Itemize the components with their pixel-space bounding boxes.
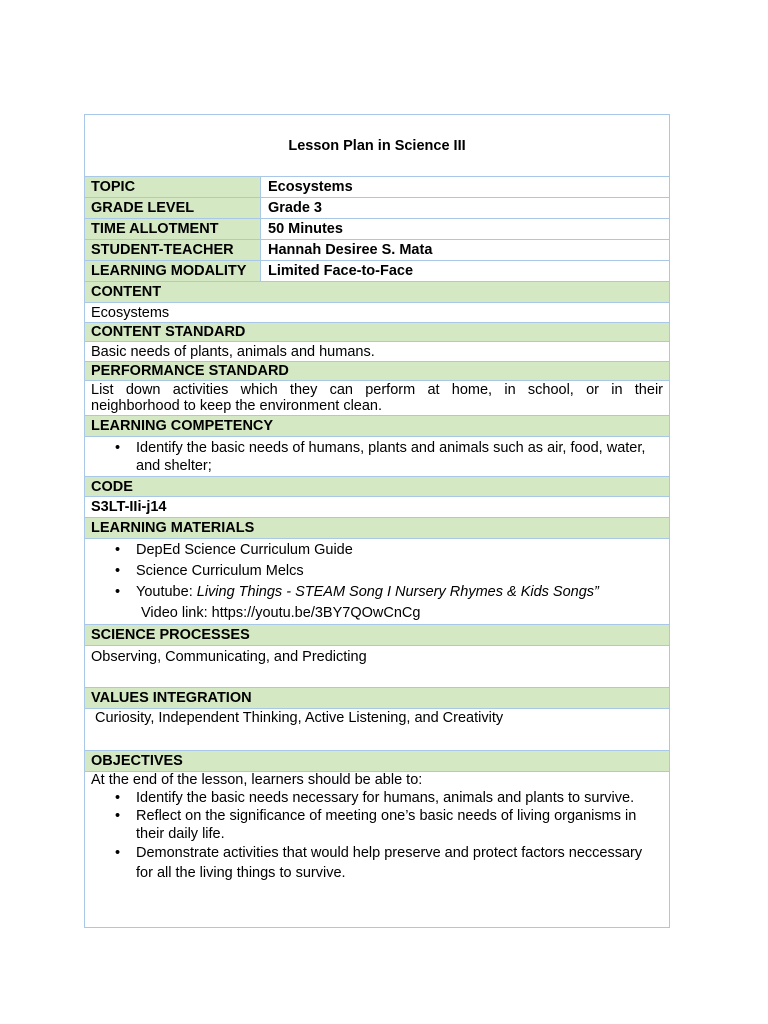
section-header-performance-standard: PERFORMANCE STANDARD: [85, 362, 669, 381]
info-row-grade-level: [85, 198, 669, 219]
info-row-student-teacher: [85, 240, 669, 261]
info-label: GRADE LEVEL: [85, 198, 261, 218]
section-header-values-integration: VALUES INTEGRATION: [85, 688, 669, 709]
info-value: Hannah Desiree S. Mata: [268, 242, 433, 258]
objectives-intro: At the end of the lesson, learners should be able to:: [91, 772, 423, 788]
science-processes-text: Observing, Communicating, and Predicting: [85, 646, 669, 688]
info-label: STUDENT-TEACHER: [85, 240, 261, 260]
list-item: • Science Curriculum Melcs: [85, 561, 669, 582]
lesson-plan-table: [84, 114, 670, 928]
youtube-label: Youtube:: [136, 584, 197, 600]
content-text: Ecosystems: [85, 303, 669, 323]
info-value: Grade 3: [268, 200, 322, 216]
learning-materials-list: [85, 539, 669, 625]
section-header-objectives: OBJECTIVES: [85, 751, 669, 772]
performance-standard-line-2: neighborhood to keep the environment clean.: [91, 398, 383, 414]
list-item: • Identify the basic needs necessary for humans, animals and plants to survive.: [85, 789, 669, 807]
list-item: • Identify the basic needs of humans, plants and animals such as air, food, water, and shelter;: [85, 439, 669, 475]
list-item: [85, 582, 669, 603]
section-header-science-processes: SCIENCE PROCESSES: [85, 625, 669, 646]
section-header-code: CODE: [85, 477, 669, 497]
values-integration-text: Curiosity, Independent Thinking, Active Listening, and Creativity: [85, 709, 669, 751]
section-header-content: CONTENT: [85, 282, 669, 303]
info-value: Limited Face-to-Face: [268, 263, 414, 279]
content-standard-text: Basic needs of plants, animals and humans.: [85, 342, 669, 362]
performance-standard-line-1-text: List down activities which they can perform at home, in school, or in their: [91, 382, 663, 398]
code-text: S3LT-IIi-j14: [85, 497, 669, 518]
info-value: 50 Minutes: [268, 221, 343, 237]
info-row-time-allotment: [85, 219, 669, 240]
list-item: • DepEd Science Curriculum Guide: [85, 540, 669, 561]
performance-standard-text: [85, 381, 669, 416]
list-item: • Demonstrate activities that would help preserve and protect factors neccessary for all the living things to survive.: [85, 843, 669, 883]
learning-competency-list: [85, 437, 669, 477]
document-title: Lesson Plan in Science III: [85, 115, 669, 177]
objectives-section: [85, 772, 669, 927]
info-label: LEARNING MODALITY: [85, 261, 261, 281]
info-row-topic: [85, 177, 669, 198]
video-link[interactable]: Video link: https://youtu.be/3BY7QOwCnCg: [141, 605, 421, 621]
info-row-learning-modality: [85, 261, 669, 282]
youtube-video-title: Living Things - STEAM Song I Nursery Rhymes & Kids Songs”: [196, 584, 599, 600]
section-header-learning-materials: LEARNING MATERIALS: [85, 518, 669, 539]
info-label: TOPIC: [85, 177, 261, 197]
list-item: • Reflect on the significance of meeting one’s basic needs of living organisms in their daily life.: [85, 807, 669, 843]
info-label: TIME ALLOTMENT: [85, 219, 261, 239]
info-value: Ecosystems: [268, 179, 353, 195]
section-header-learning-competency: LEARNING COMPETENCY: [85, 416, 669, 437]
section-header-content-standard: CONTENT STANDARD: [85, 323, 669, 342]
performance-standard-line-1: [91, 382, 663, 398]
